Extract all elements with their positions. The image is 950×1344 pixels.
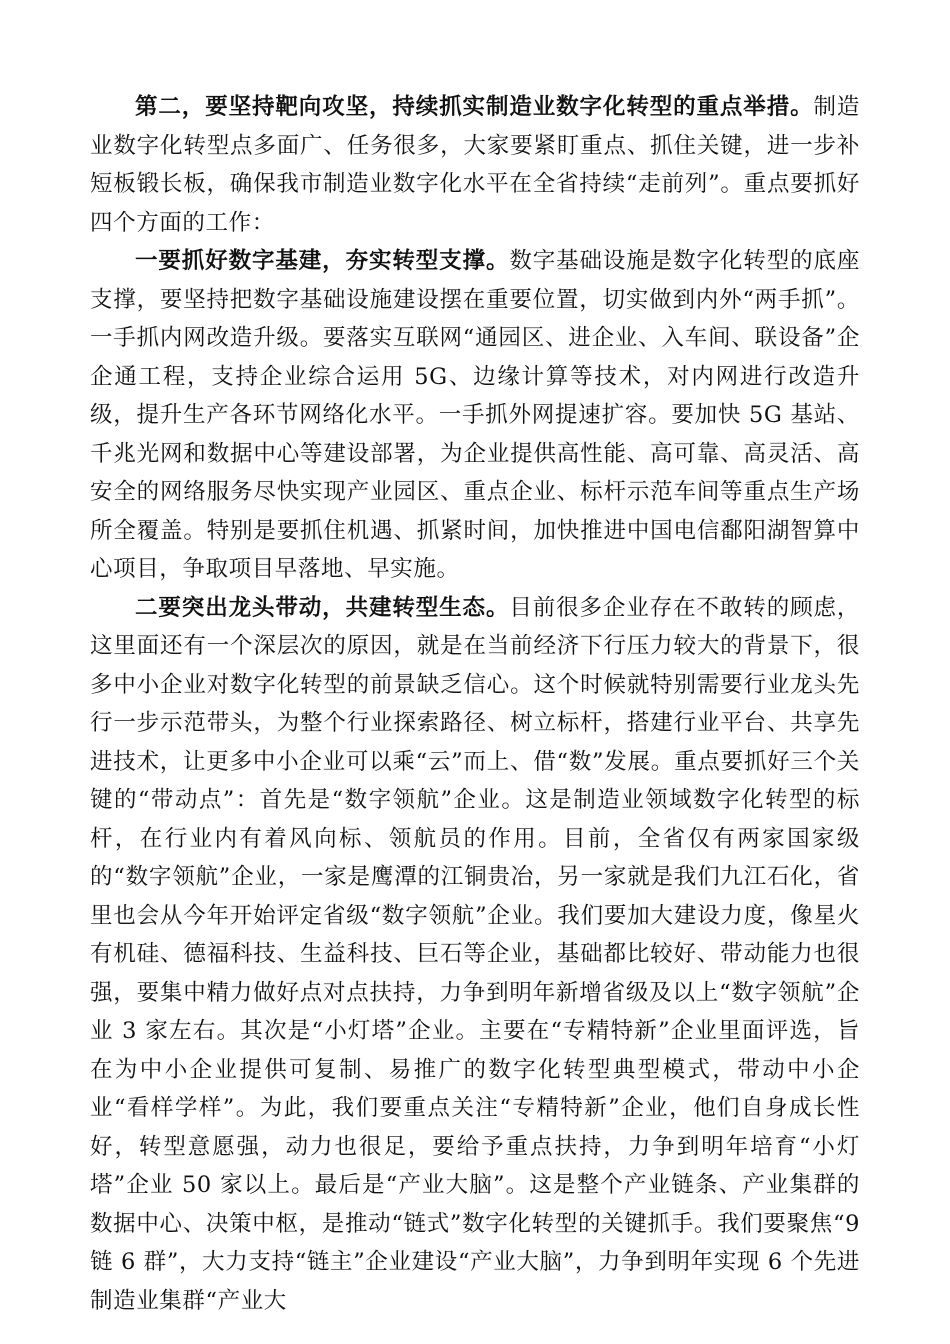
paragraph-digital-infrastructure xyxy=(90,242,860,589)
paragraph-leading-enterprises xyxy=(90,589,860,1321)
paragraph-body: 制造业数字化转型点多面广、任务很多，大家要紧盯重点、抓住关键，进一步补短板锻长板，确保我市制造业数字化水平在全省持续“走前列”。重点要抓好四个方面的工作： xyxy=(90,94,860,236)
document-page xyxy=(90,88,860,1320)
paragraph-heading: 二要突出龙头带动，共建转型生态。 xyxy=(135,594,510,621)
paragraph-body: 数字基础设施是数字化转型的底座支撑，要坚持把数字基础设施建设摆在重要位置，切实做到内外“两手抓”。一手抓内网改造升级。要落实互联网“通园区、进企业、入车间、联设备”企企通工程，支持企业综合运用 5G、边缘计算等技术，对内网进行改造升级，提升生产各环节网络化水平。一手抓外网提速扩容。要加快 5G 基站、千兆光网和数据中心等建设部署，为企业提供高性能、高可靠、高灵活、高安全的网络服务尽快实现产业园区、重点企业、标杆示范车间等重点生产场所全覆盖。特别是要抓住机遇、抓紧时间，加快推进中国电信鄱阳湖智算中心项目，争取项目早落地、早实施。 xyxy=(90,248,860,582)
paragraph-heading: 一要抓好数字基建，夯实转型支撑。 xyxy=(135,248,510,274)
paragraph-key-measures xyxy=(90,88,860,242)
paragraph-heading: 第二，要坚持靶向攻坚，持续抓实制造业数字化转型的重点举措。 xyxy=(135,94,814,120)
paragraph-body: 目前很多企业存在不敢转的顾虑，这里面还有一个深层次的原因，就是在当前经济下行压力较大的背景下，很多中小企业对数字化转型的前景缺乏信心。这个时候就特别需要行业龙头先行一步示范带头，为整个行业探索路径、树立标杆，搭建行业平台、共享先进技术，让更多中小企业可以乘“云”而上、借“数”发展。重点要抓好三个关键的“带动点”：首先是“数字领航”企业。这是制造业领域数字化转型的标杆，在行业内有着风向标、领航员的作用。目前，全省仅有两家国家级的“数字领航”企业，一家是鹰潭的江铜贵冶，另一家就是我们九江石化，省里也会从今年开始评定省级“数字领航”企业。我们要加大建设力度，像星火有机硅、德福科技、生益科技、巨石等企业，基础都比较好、带动能力也很强，要集中精力做好点对点扶持，力争到明年新增省级及以上“数字领航”企业 3 家左右。其次是“小灯塔”企业。主要在“专精特新”企业里面评选，旨在为中小企业提供可复制、易推广的数字化转型典型模式，带动中小企业“看样学样”。为此，我们要重点关注“专精特新”企业，他们自身成长性好，转型意愿强，动力也很足，要给予重点扶持，力争到明年培育“小灯塔”企业 50 家以上。最后是“产业大脑”。这是整个产业链条、产业集群的数据中心、决策中枢，是推动“链式”数字化转型的关键抓手。我们要聚焦“9 链 6 群”，大力支持“链主”企业建设“产业大脑”，力争到明年实现 6 个先进制造业集群“产业大 xyxy=(90,594,860,1314)
